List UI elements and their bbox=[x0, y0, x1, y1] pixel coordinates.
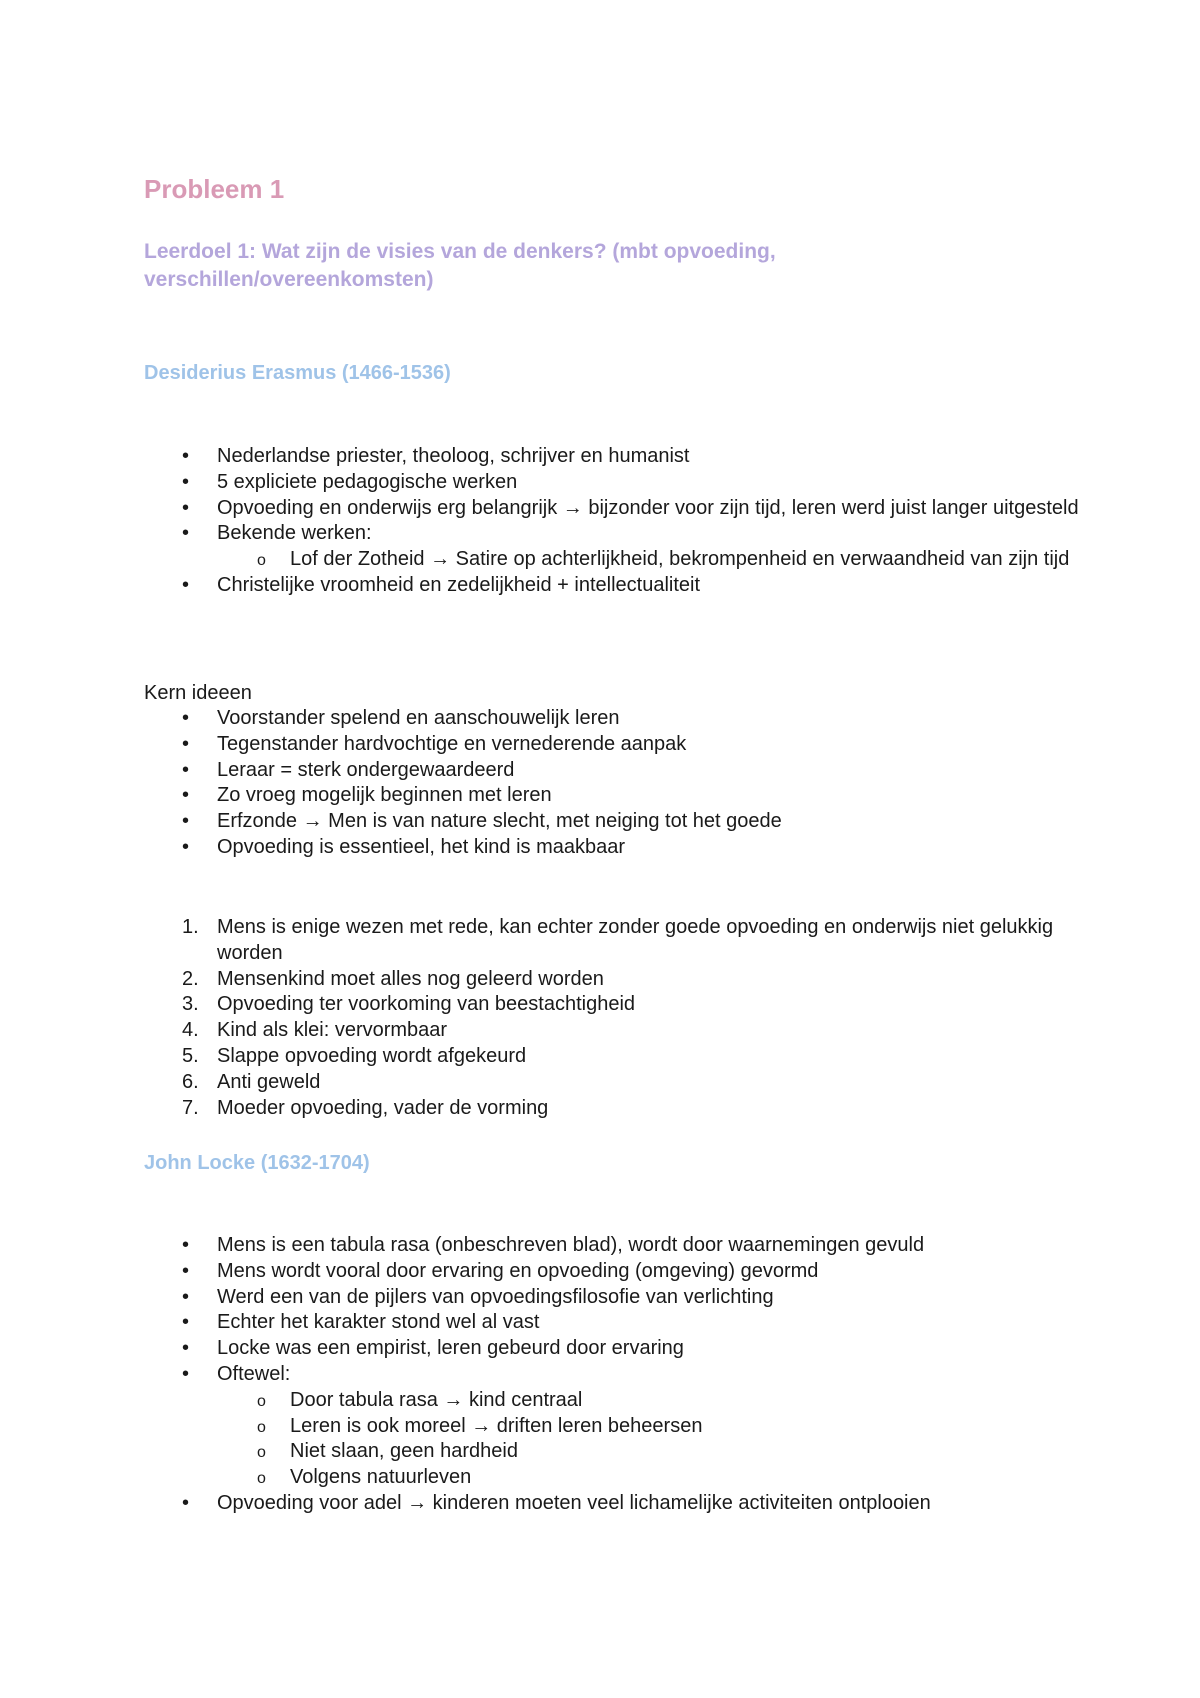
list-item: • Mens is een tabula rasa (onbeschreven blad), wordt door waarnemingen gevuld bbox=[144, 1233, 1094, 1259]
bullet-icon: • bbox=[182, 835, 190, 858]
bullet-icon: • bbox=[182, 732, 190, 755]
numbered-item: 6. Anti geweld bbox=[182, 1070, 321, 1093]
bullet-icon: • bbox=[182, 1234, 190, 1256]
list-item: • Bekende werken: bbox=[144, 521, 1094, 547]
sub-bullet-icon: o bbox=[257, 1470, 266, 1488]
sub-bullet-icon: o bbox=[257, 1418, 266, 1436]
bullet-icon: • bbox=[182, 707, 190, 729]
erasmus-heading: Desiderius Erasmus (1466-1536) bbox=[144, 362, 451, 384]
numbered-item: 7. Moeder opvoeding, vader de vorming bbox=[182, 1096, 549, 1119]
erasmus-numbered-list bbox=[144, 915, 1094, 1121]
sub-list-item: o Niet slaan, geen hardheid bbox=[144, 1439, 1094, 1465]
list-item: • Voorstander spelend en aanschouwelijk leren bbox=[144, 706, 1094, 732]
numbered-item: 2. Mensenkind moet alles nog geleerd worden bbox=[182, 967, 604, 990]
bullet-icon: • bbox=[182, 810, 190, 833]
sub-list-item: o Volgens natuurleven bbox=[144, 1465, 1094, 1491]
kern-ideeen-list bbox=[144, 706, 1094, 861]
bullet-icon: • bbox=[182, 573, 190, 596]
list-item: • Opvoeding voor adel → kinderen moeten veel lichamelijke activiteiten ontplooien bbox=[144, 1491, 1094, 1517]
list-item: • Oftewel: bbox=[144, 1362, 1094, 1388]
bullet-icon: • bbox=[182, 1285, 190, 1308]
kern-ideeen-label: Kern ideeen bbox=[144, 682, 252, 704]
erasmus-bullet-list bbox=[144, 444, 1094, 599]
list-item: • 5 expliciete pedagogische werken bbox=[144, 470, 1094, 496]
list-item: • Zo vroeg mogelijk beginnen met leren bbox=[144, 783, 1094, 809]
bullet-icon: • bbox=[182, 522, 190, 545]
sub-bullet-icon: o bbox=[257, 552, 266, 570]
locke-bullet-list bbox=[144, 1233, 1094, 1517]
bullet-icon: • bbox=[182, 1337, 190, 1360]
list-item: • Nederlandse priester, theoloog, schrijver en humanist bbox=[144, 444, 1094, 470]
numbered-item: 3. Opvoeding ter voorkoming van beestachtigheid bbox=[182, 993, 636, 1016]
numbered-item: 1. Mens is enige wezen met rede, kan echter zonder goede opvoeding en onderwijs niet gelukkig worden bbox=[182, 916, 1054, 964]
bullet-icon: • bbox=[182, 758, 190, 781]
bullet-icon: • bbox=[182, 1362, 190, 1385]
sub-list-item: o Lof der Zotheid → Satire op achterlijkheid, bekrompenheid en verwaandheid van zijn tijd bbox=[144, 547, 1094, 573]
list-item: • Locke was een empirist, leren gebeurd door ervaring bbox=[144, 1336, 1094, 1362]
list-item: • Echter het karakter stond wel al vast bbox=[144, 1310, 1094, 1336]
bullet-icon: • bbox=[182, 496, 190, 519]
list-item: • Mens wordt vooral door ervaring en opvoeding (omgeving) gevormd bbox=[144, 1259, 1094, 1285]
sub-bullet-icon: o bbox=[257, 1444, 266, 1462]
sub-list-item: o Leren is ook moreel → driften leren beheersen bbox=[144, 1414, 1094, 1440]
bullet-icon: • bbox=[182, 470, 190, 493]
learning-goal-heading: Leerdoel 1: Wat zijn de visies van de denkers? (mbt opvoeding, verschillen/overeenkomsten) bbox=[144, 240, 776, 291]
page-title: Probleem 1 bbox=[144, 174, 285, 204]
list-item: • Opvoeding is essentieel, het kind is maakbaar bbox=[144, 835, 1094, 861]
bullet-icon: • bbox=[182, 1491, 190, 1514]
list-item: • Opvoeding en onderwijs erg belangrijk → bijzonder voor zijn tijd, leren werd juist langer uitgesteld bbox=[144, 496, 1094, 522]
bullet-icon: • bbox=[182, 1259, 190, 1282]
locke-heading: John Locke (1632-1704) bbox=[144, 1152, 370, 1174]
bullet-icon: • bbox=[182, 445, 190, 467]
sub-bullet-icon: o bbox=[257, 1392, 266, 1410]
sub-list-item: o Door tabula rasa → kind centraal bbox=[144, 1388, 1094, 1414]
bullet-icon: • bbox=[182, 1311, 190, 1334]
bullet-icon: • bbox=[182, 784, 190, 807]
numbered-item: 5. Slappe opvoeding wordt afgekeurd bbox=[182, 1044, 527, 1067]
list-item: • Leraar = sterk ondergewaardeerd bbox=[144, 758, 1094, 784]
numbered-item: 4. Kind als klei: vervormbaar bbox=[182, 1019, 448, 1042]
list-item: • Erfzonde → Men is van nature slecht, met neiging tot het goede bbox=[144, 809, 1094, 835]
list-item: • Tegenstander hardvochtige en vernederende aanpak bbox=[144, 732, 1094, 758]
list-item: • Christelijke vroomheid en zedelijkheid + intellectualiteit bbox=[144, 573, 1094, 599]
list-item: • Werd een van de pijlers van opvoedingsfilosofie van verlichting bbox=[144, 1285, 1094, 1311]
